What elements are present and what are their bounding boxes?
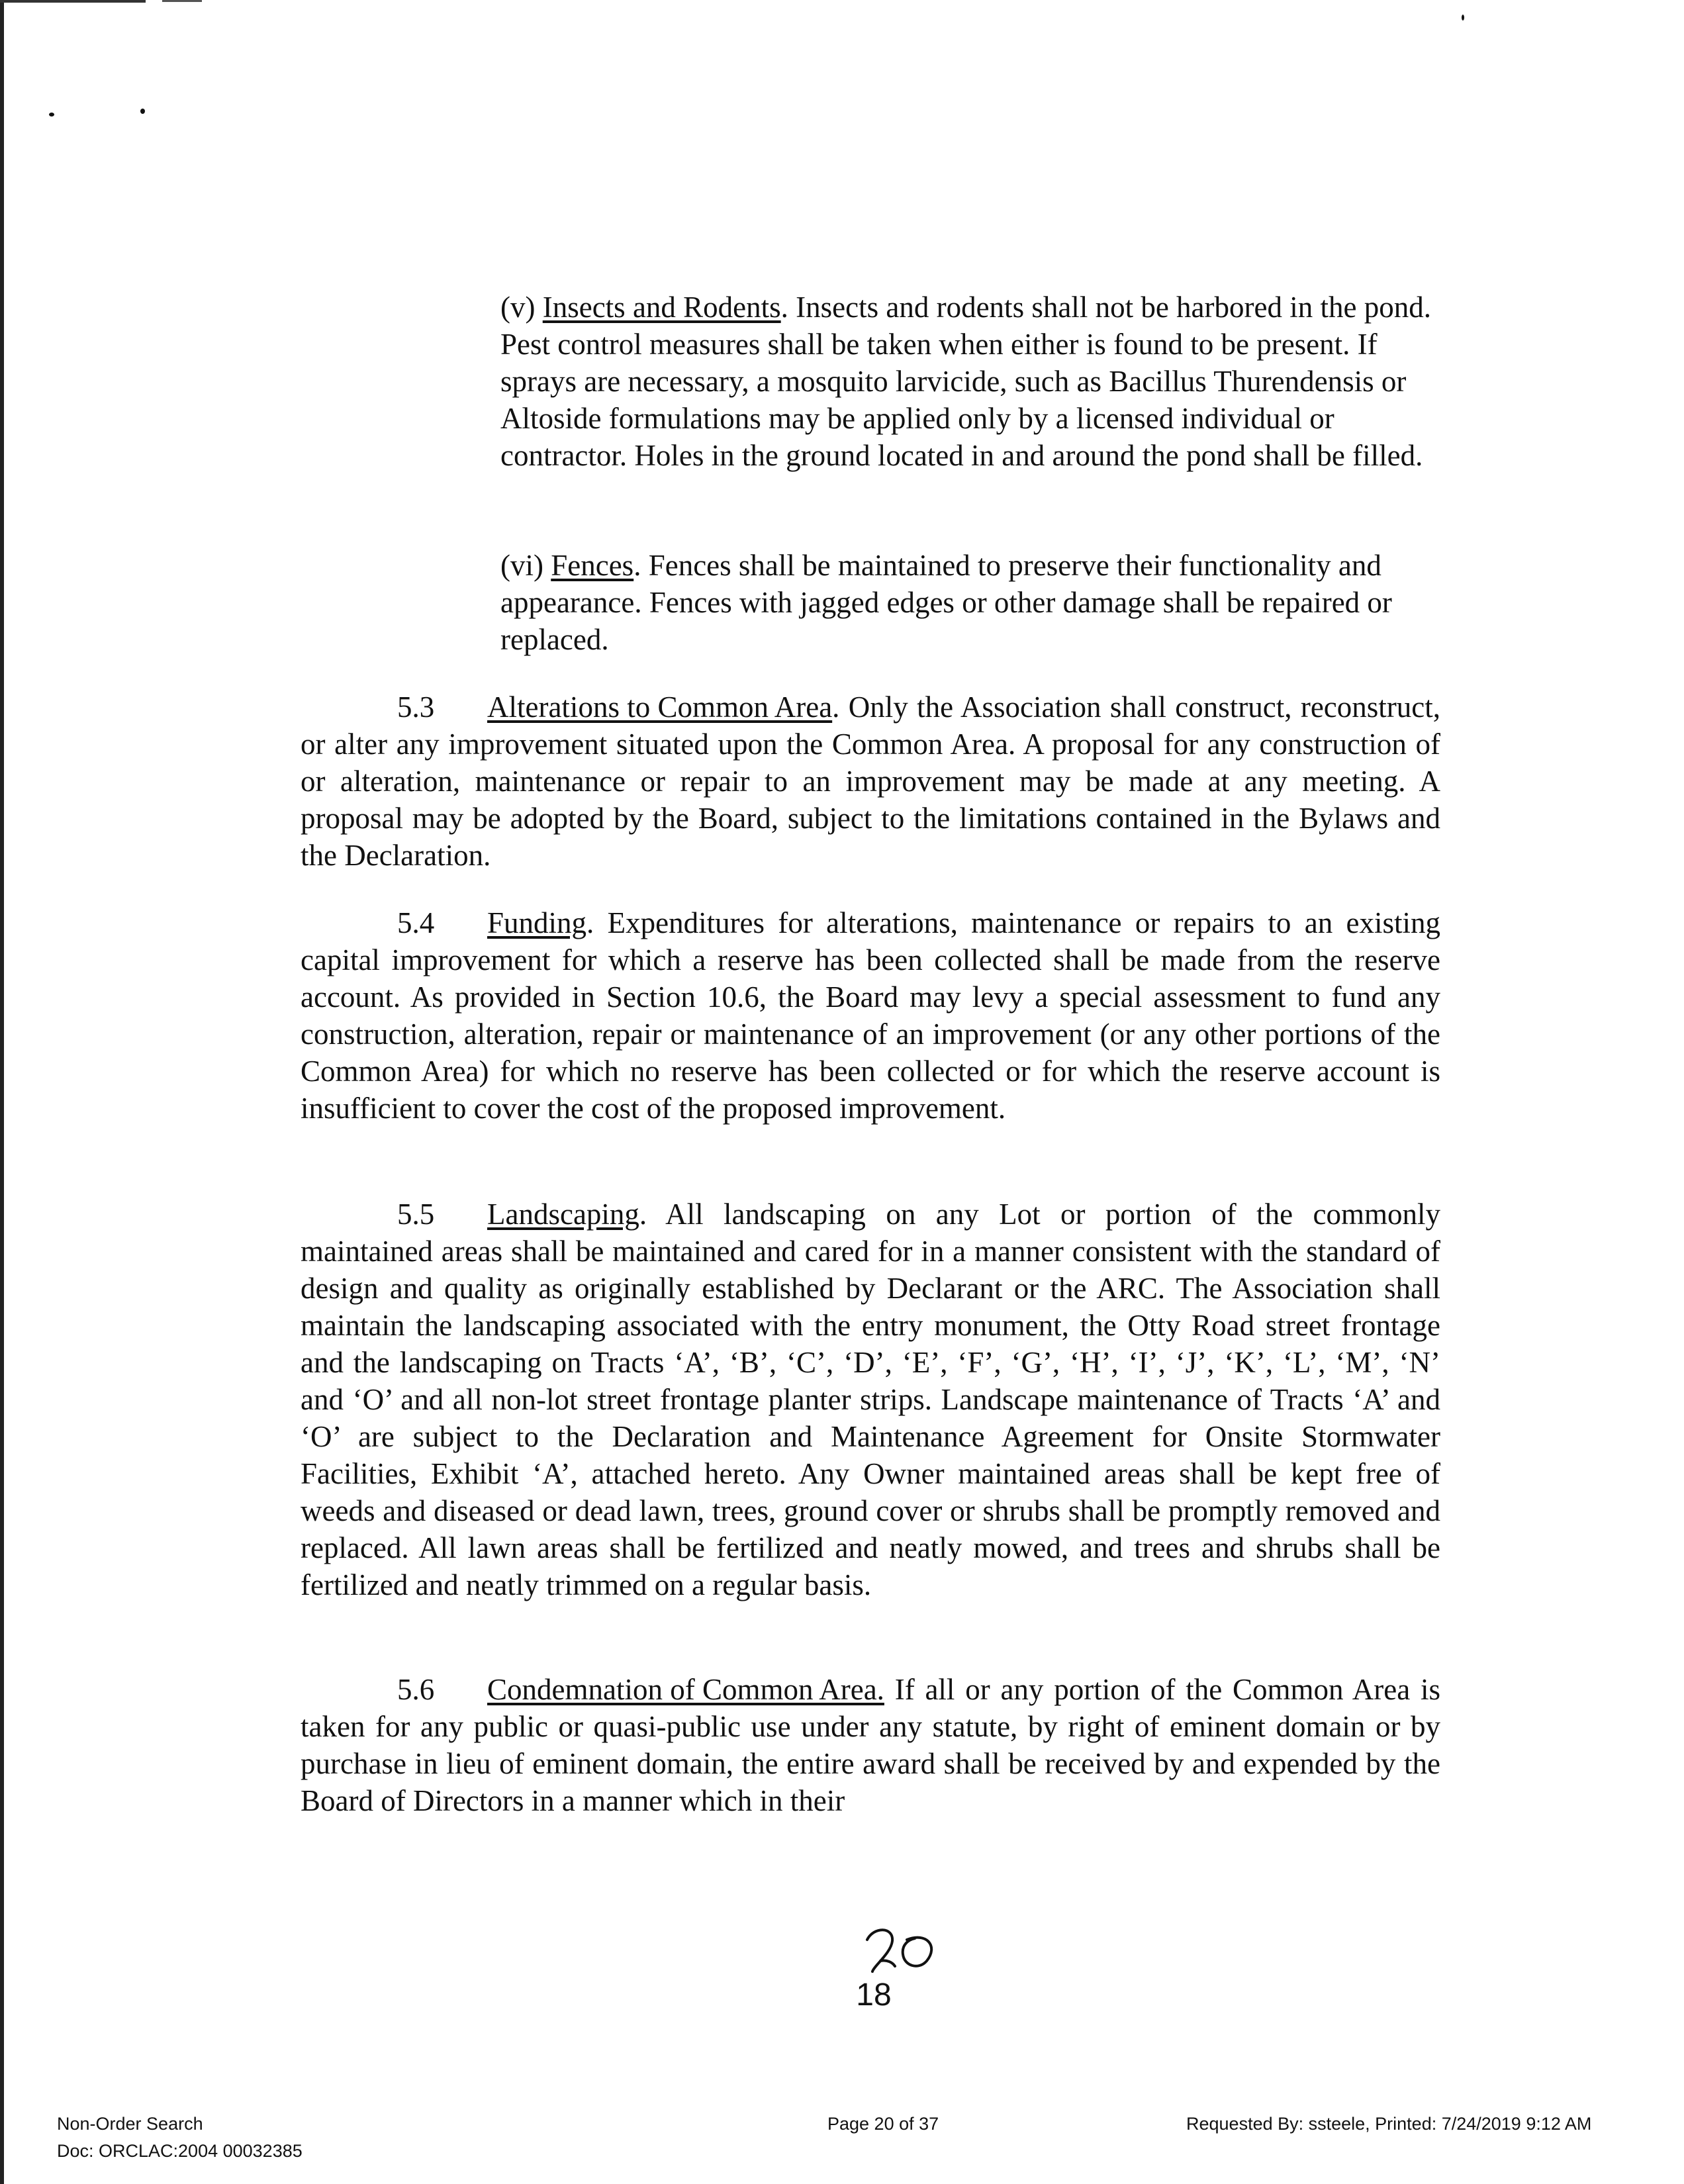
scan-speck [1462, 15, 1464, 21]
subsection-text: Insects and rodents shall not be harbored in the pond. Pest control measures shall be taken when either is found to be present. If sprays are necessary, a mosquito larvicide, such as Bacillus Thurendensis or Altoside formulations may be applied only by a licensed individual or contractor. Holes in the ground located in and around the pond shall be filled. [500, 291, 1431, 472]
section-number: 5.4 [397, 906, 435, 939]
section-text: Only the Association shall construct, reconstruct, or alter any improvement situated upon the Common Area. A proposal for any construction of or alteration, maintenance or repair to an improvement may be made at any meeting. A proposal may be adopted by the Board, subject to the limitations contained in the Bylaws and the Declaration. [301, 690, 1440, 872]
footer-page-count: Page 20 of 37 [827, 2114, 939, 2134]
section-text: All landscaping on any Lot or portion of the commonly maintained areas shall be maintained and cared for in a manner consistent with the standard of design and quality as originally established by Declarant or the ARC. The Association shall maintain the landscaping associated with the entry monument, the Otty Road street frontage and the landscaping on Tracts ‘A’, ‘B’, ‘C’, ‘D’, ‘E’, ‘F’, ‘G’, ‘H’, ‘I’, ‘J’, ‘K’, ‘L’, ‘M’, ‘N’ and ‘O’ and all non-lot street frontage planter strips. Landscape maintenance of Tracts ‘A’ and ‘O’ are subject to the Declaration and Maintenance Agreement for Onsite Stormwater Facilities, Exhibit ‘A’, attached hereto. Any Owner maintained areas shall be kept free of weeds and diseased or dead lawn, trees, ground cover or shrubs shall be promptly removed and replaced. All lawn areas shall be fertilized and neatly mowed, and trees and shrubs shall be fertilized and neatly trimmed on a regular basis. [301, 1198, 1440, 1601]
subsection-heading: Fences [551, 549, 634, 582]
section-number: 5.5 [397, 1198, 435, 1231]
scan-top-line [162, 0, 202, 2]
footer-requested-by: Requested By: ssteele, Printed: 7/24/2019 9:12 AM [1186, 2114, 1592, 2134]
section-5-3: 5.3 Alterations to Common Area. Only the Association shall construct, reconstruct, or alter any improvement situated upon the Common Area. A proposal for any construction of or alteration, maintenance or repair to an improvement may be made at any meeting. A proposal may be adopted by the Board, subject to the limitations contained in the Bylaws and the Declaration. [301, 688, 1440, 874]
scan-speck [49, 113, 54, 117]
footer-left-line2: Doc: ORCLAC:2004 00032385 [57, 2141, 303, 2161]
subsection-text: Fences shall be maintained to preserve their functionality and appearance. Fences with jagged edges or other damage shall be repaired or replaced. [500, 549, 1392, 656]
section-number: 5.6 [397, 1673, 435, 1706]
section-heading: Funding [487, 906, 587, 939]
section-heading: Condemnation of Common Area. [487, 1673, 884, 1706]
section-5-6 [301, 1671, 1440, 1819]
footer-left-line1: Non-Order Search [57, 2114, 203, 2134]
scan-speck [140, 109, 145, 114]
section-number: 5.3 [397, 690, 435, 724]
subsection-heading: Insects and Rodents [542, 291, 781, 324]
subsection-insects-rodents: (v) Insects and Rodents. Insects and rodents shall not be harbored in the pond. Pest control measures shall be taken when either is found to be present. If sprays are necessary, a mosquito larvicide, such as Bacillus Thurendensis or Altoside formulations may be applied only by a licensed individual or contractor. Holes in the ground located in and around the pond shall be filled. [500, 291, 1431, 472]
scan-top-line [0, 0, 146, 3]
section-text: Expenditures for alterations, maintenance or repairs to an existing capital improvement for which a reserve has been collected shall be made from the reserve account. As provided in Section 10.6, the Board may levy a special assessment to fund any construction, alteration, repair or maintenance of an improvement (or any other portions of the Common Area) for which no reserve has been collected or for which the reserve account is insufficient to cover the cost of the proposed improvement. [301, 906, 1441, 1125]
subsection-number: (v) [500, 291, 536, 324]
subsection-number: (vi) [500, 549, 543, 582]
section-5-5: 5.5 Landscaping. All landscaping on any Lot or portion of the commonly maintained areas shall be maintained and cared for in a manner consistent with the standard of design and quality as originally established by Declarant or the ARC. The Association shall maintain the landscaping associated with the entry monument, the Otty Road street frontage and the landscaping on Tracts ‘A’, ‘B’, ‘C’, ‘D’, ‘E’, ‘F’, ‘G’, ‘H’, ‘I’, ‘J’, ‘K’, ‘L’, ‘M’, ‘N’ and ‘O’ and all non-lot street frontage planter strips. Landscape maintenance of Tracts ‘A’ and ‘O’ are subject to the Declaration and Maintenance Agreement for Onsite Stormwater Facilities, Exhibit ‘A’, attached hereto. Any Owner maintained areas shall be kept free of weeds and diseased or dead lawn, trees, ground cover or shrubs shall be promptly removed and replaced. All lawn areas shall be fertilized and neatly mowed, and trees and shrubs shall be fertilized and neatly trimmed on a regular basis. [301, 1196, 1440, 1603]
page-number: 18 [856, 1977, 892, 2013]
subsection-fences: (vi) Fences. Fences shall be maintained to preserve their functionality and appearance. Fences with jagged edges or other damage shall be repaired or replaced. [500, 549, 1392, 656]
handwritten-page-mark [861, 1920, 940, 1979]
scan-edge [0, 0, 4, 2184]
section-5-4: 5.4 Funding. Expenditures for alterations, maintenance or repairs to an existing capital improvement for which a reserve has been collected shall be made from the reserve account. As provided in Section 10.6, the Board may levy a special assessment to fund any construction, alteration, repair or maintenance of an improvement (or any other portions of the Common Area) for which no reserve has been collected or for which the reserve account is insufficient to cover the cost of the proposed improvement. [301, 904, 1440, 1127]
section-heading: Landscaping [487, 1198, 639, 1231]
section-heading: Alterations to Common Area [487, 690, 833, 724]
section-text: If all or any portion of the Common Area is taken for any public or quasi-public use under any statute, by right of eminent domain or by purchase in lieu of eminent domain, the entire award shall be received by and expended by the Board of Directors in a manner which in their [301, 1673, 1441, 1817]
